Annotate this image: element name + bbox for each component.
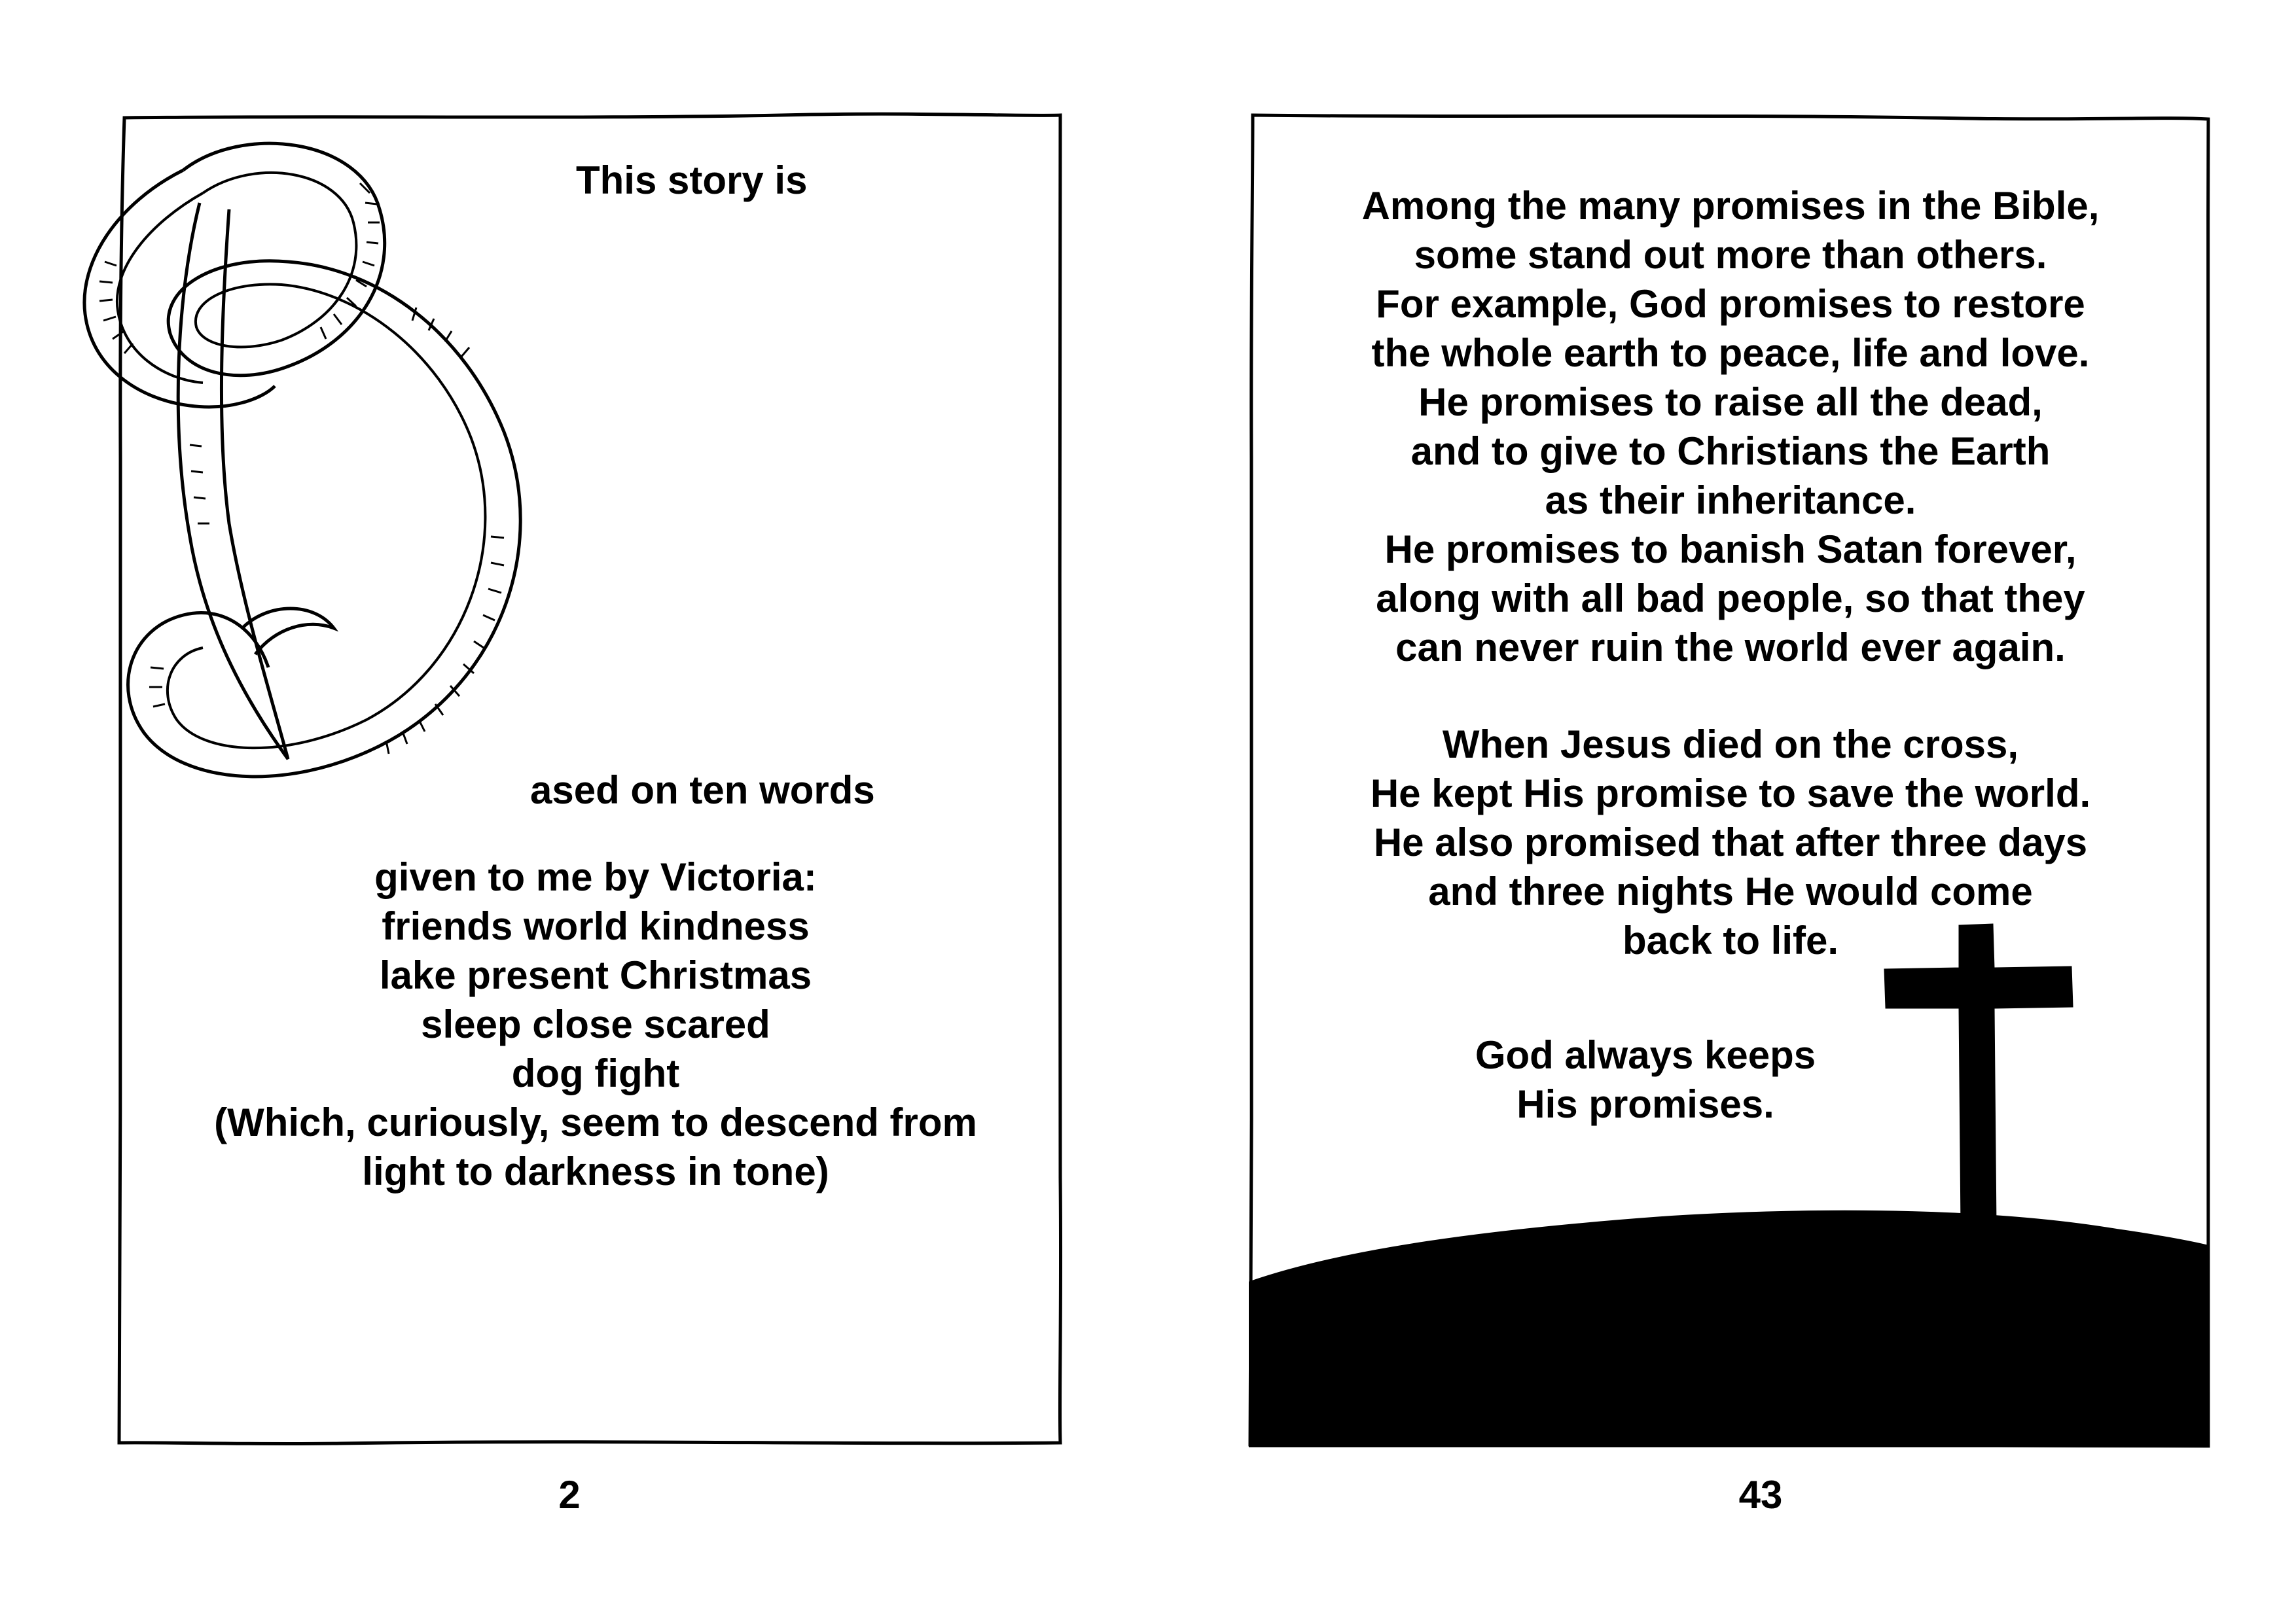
ten-words-text xyxy=(131,853,1060,1196)
text-line: light to darkness in tone) xyxy=(362,1150,829,1193)
text-line: Among the many promises in the Bible, xyxy=(1361,184,2100,228)
text-line: He also promised that after three days xyxy=(1373,821,2088,864)
text-line: His promises. xyxy=(1516,1082,1774,1126)
text-line: sleep close scared xyxy=(421,1002,770,1046)
text-line: He kept His promise to save the world. xyxy=(1370,771,2091,815)
text-line: He promises to raise all the dead, xyxy=(1418,380,2043,424)
text-line: and three nights He would come xyxy=(1428,870,2033,913)
page-number: 2 xyxy=(558,1473,581,1517)
text-line: For example, God promises to restore xyxy=(1376,282,2085,326)
text-line: back to life. xyxy=(1622,919,1839,962)
text-line: the whole earth to peace, life and love. xyxy=(1371,331,2090,375)
text-line: lake present Christmas xyxy=(379,953,812,997)
text-line: friends world kindness xyxy=(382,904,810,948)
drop-cap-rest: ased on ten words xyxy=(530,768,875,812)
drop-cap-b-illustration xyxy=(72,131,596,838)
cross-paragraph xyxy=(1266,720,2195,965)
text-line: When Jesus died on the cross, xyxy=(1442,722,2019,766)
text-line: given to me by Victoria: xyxy=(374,855,817,899)
text-line: can never ruin the world ever again. xyxy=(1395,626,2066,669)
text-line: and to give to Christians the Earth xyxy=(1410,429,2051,473)
text-line: God always keeps xyxy=(1475,1033,1816,1077)
text-line: as their inheritance. xyxy=(1545,478,1916,522)
drop-cap-continuation xyxy=(530,766,988,815)
story-heading: This story is xyxy=(576,158,808,202)
text-line: (Which, curiously, seem to descend from xyxy=(214,1101,977,1144)
cross-icon xyxy=(1885,925,2072,1227)
text-line: He promises to banish Satan forever, xyxy=(1384,527,2077,571)
text-line: some stand out more than others. xyxy=(1414,233,2047,277)
promises-paragraph xyxy=(1266,181,2195,672)
keeps-promises-paragraph xyxy=(1416,1031,1874,1129)
right-page xyxy=(1148,0,2296,1624)
text-line: dog fight xyxy=(511,1051,680,1095)
hill-silhouette xyxy=(1250,1212,2208,1446)
page-number: 43 xyxy=(1738,1473,1783,1517)
text-line: along with all bad people, so that they xyxy=(1376,576,2085,620)
